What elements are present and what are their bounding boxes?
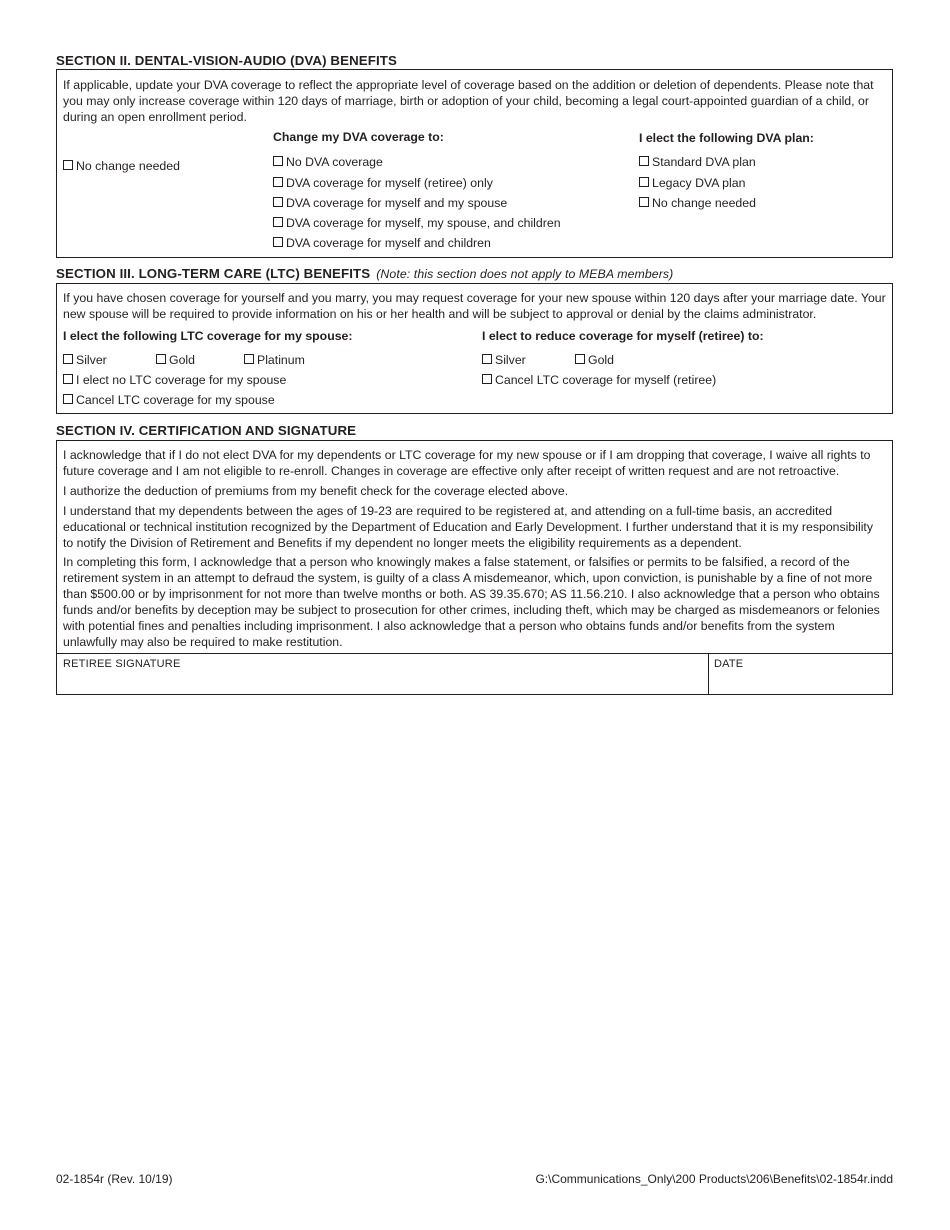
dva-plan-label: No change needed (652, 196, 756, 210)
ltc-level-label: Silver (76, 353, 107, 367)
section-4-box (56, 440, 893, 695)
ltc-self-gold[interactable] (575, 352, 614, 368)
checkbox-square[interactable] (273, 177, 283, 187)
checkbox-square[interactable] (273, 156, 283, 166)
checkbox-square[interactable] (273, 197, 283, 207)
dva-option-self-spouse[interactable] (273, 195, 507, 211)
dva-option-self-spouse-children[interactable] (273, 215, 561, 231)
checkbox-square[interactable] (63, 354, 73, 364)
ltc-self-cancel[interactable] (482, 372, 716, 388)
checkbox-square[interactable] (482, 354, 492, 364)
checkbox-square[interactable] (63, 394, 73, 404)
ltc-option-label: I elect no LTC coverage for my spouse (76, 373, 287, 387)
dva-option-no-coverage[interactable] (273, 154, 383, 170)
section-2-box (56, 69, 893, 258)
dva-option-retiree-only[interactable] (273, 175, 493, 191)
dva-plan-standard[interactable] (639, 154, 756, 170)
section-3-intro: If you have chosen coverage for yourself and you marry, you may request coverage for your new spouse within 120 days after your marriage date. Your new spouse will be required to provide information on his or her health and will be subject to approval or denial by the claims administrator. (63, 291, 886, 321)
ltc-spouse-gold[interactable] (156, 352, 195, 368)
certification-paragraph-4: In completing this form, I acknowledge that a person who knowingly makes a false statement, or falsifies or permits to be falsified, a record of the retirement system in an attempt to defraud the system, is guilty of a class A misdemeanor, which, upon conviction, is punishable by a fine of not more than $500.00 or by imprisonment for not more than twelve months or both. AS 39.35.670; AS 11.56.210. I also acknowledge that a person who obtains funds and/or benefits by deception may be subject to prosecution for other crimes, including theft, which may be charged as misdemeanors or felonies with potential fines and penalties including imprisonment. I also acknowledge that a person who obtains funds and/or benefits from the system unlawfully may also be required to make restitution. (63, 555, 880, 649)
ltc-level-label: Gold (169, 353, 195, 367)
ltc-level-label: Gold (588, 353, 614, 367)
dva-option-self-children[interactable] (273, 235, 491, 251)
checkbox-square[interactable] (63, 160, 73, 170)
signature-row (57, 653, 892, 695)
section-3-title-text: SECTION III. LONG-TERM CARE (LTC) BENEFITS (56, 266, 371, 281)
file-path: G:\Communications_Only\200 Products\206\Benefits\02-1854r.indd (535, 1172, 893, 1186)
dva-option-label: DVA coverage for myself and my spouse (286, 196, 508, 210)
ltc-spouse-heading: I elect the following LTC coverage for my spouse: (63, 329, 353, 343)
ltc-self-silver[interactable] (482, 352, 526, 368)
ltc-option-label: Cancel LTC coverage for my spouse (76, 393, 275, 407)
checkbox-square[interactable] (639, 177, 649, 187)
dva-no-change-checkbox[interactable] (63, 158, 180, 174)
section-2-intro: If applicable, update your DVA coverage to reflect the appropriate level of coverage based on the addition or deletion of dependents. Please note that you may only increase coverage within 120 days of marriage, birth or adoption of your child, becoming a legal court-appointed guardian of a child, or during an open enrollment period. (63, 78, 874, 124)
ltc-level-label: Platinum (257, 353, 305, 367)
section-2-title: SECTION II. DENTAL-VISION-AUDIO (DVA) BENEFITS (56, 53, 397, 68)
dva-plan-label: Standard DVA plan (652, 155, 756, 169)
checkbox-square[interactable] (639, 156, 649, 166)
dva-option-label: DVA coverage for myself (retiree) only (286, 176, 493, 190)
dva-coverage-heading: Change my DVA coverage to: (273, 130, 444, 144)
date-label: DATE (714, 658, 744, 670)
date-field[interactable] (711, 668, 891, 692)
section-3-title (56, 266, 673, 282)
checkbox-square[interactable] (639, 197, 649, 207)
ltc-self-heading: I elect to reduce coverage for myself (retiree) to: (482, 329, 764, 343)
checkbox-square[interactable] (273, 217, 283, 227)
ltc-spouse-cancel[interactable] (63, 392, 275, 408)
checkbox-square[interactable] (575, 354, 585, 364)
checkbox-square[interactable] (482, 374, 492, 384)
checkbox-square[interactable] (273, 237, 283, 247)
retiree-signature-label: RETIREE SIGNATURE (63, 658, 181, 670)
checkbox-square[interactable] (156, 354, 166, 364)
ltc-spouse-no-coverage[interactable] (63, 372, 286, 388)
section-3-box (56, 283, 893, 414)
dva-no-change-label: No change needed (76, 159, 180, 173)
ltc-spouse-silver[interactable] (63, 352, 107, 368)
form-number: 02-1854r (Rev. 10/19) (56, 1172, 173, 1186)
dva-plan-no-change[interactable] (639, 195, 756, 211)
section-4-title: SECTION IV. CERTIFICATION AND SIGNATURE (56, 423, 357, 438)
dva-option-label: DVA coverage for myself and children (286, 236, 491, 250)
checkbox-square[interactable] (244, 354, 254, 364)
certification-paragraph-1: I acknowledge that if I do not elect DVA for my dependents or LTC coverage for my new spouse or if I am dropping that coverage, I waive all rights to future coverage and I am not eligible to re-enroll. Changes in coverage are effective only after receipt of written request and are not retroactive. (63, 448, 871, 478)
certification-paragraph-3: I understand that my dependents between the ages of 19-23 are required to be registered at, and attending on a full-time basis, an accredited educational or technical institution recognized by the Department of Education and Early Development. I further understand that it is my responsibility to notify the Division of Retirement and Benefits if my dependent no longer meets the eligibility requirements as a dependent. (63, 504, 873, 550)
dva-plan-label: Legacy DVA plan (652, 176, 746, 190)
dva-option-label: DVA coverage for myself, my spouse, and children (286, 216, 561, 230)
signature-divider (708, 654, 709, 695)
dva-plan-heading: I elect the following DVA plan: (639, 131, 814, 145)
ltc-option-label: Cancel LTC coverage for myself (retiree) (495, 373, 717, 387)
ltc-spouse-platinum[interactable] (244, 352, 305, 368)
certification-paragraph-2: I authorize the deduction of premiums from my benefit check for the coverage elected above. (63, 484, 569, 498)
dva-option-label: No DVA coverage (286, 155, 383, 169)
checkbox-square[interactable] (63, 374, 73, 384)
section-3-note: (Note: this section does not apply to MEBA members) (376, 267, 674, 281)
retiree-signature-field[interactable] (58, 668, 706, 692)
dva-plan-legacy[interactable] (639, 175, 745, 191)
ltc-level-label: Silver (495, 353, 526, 367)
